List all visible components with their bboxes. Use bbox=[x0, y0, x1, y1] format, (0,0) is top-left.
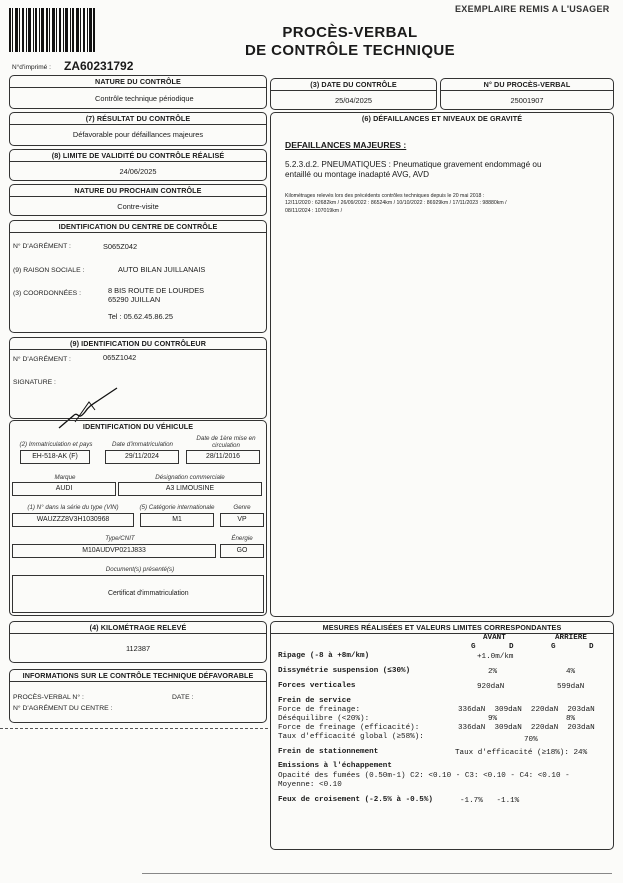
date-immat-field: 29/11/2024 bbox=[105, 450, 179, 464]
type-field: M10AUDVP021J833 bbox=[12, 544, 216, 558]
nature-controle-title: NATURE DU CONTRÔLE bbox=[10, 76, 266, 88]
centre-agrement-value: S065Z042 bbox=[103, 242, 138, 251]
pv-number-title: N° DU PROCÈS-VERBAL bbox=[441, 79, 613, 91]
stationnement-value: Taux d'efficacité (≥18%): 24% bbox=[455, 749, 588, 757]
force-freinage-label: Force de freinage: bbox=[278, 706, 361, 714]
type-caption: Type/CNIT bbox=[105, 535, 135, 542]
marque-caption: Marque bbox=[54, 474, 76, 481]
centre-raison-label: (9) RAISON SOCIALE : bbox=[13, 267, 85, 274]
mesures-title: MESURES RÉALISÉES ET VALEURS LIMITES CORRESPONDANTES bbox=[271, 622, 613, 634]
mesures-g2: G bbox=[551, 643, 556, 651]
kilometrage-title: (4) KILOMÉTRAGE RELEVÉ bbox=[10, 622, 266, 634]
defav-info-title: INFORMATIONS SUR LE CONTRÔLE TECHNIQUE DÉFAVORABLE bbox=[10, 670, 266, 682]
vehicule-title: IDENTIFICATION DU VÉHICULE bbox=[82, 422, 194, 431]
defaillances-title: (6) DÉFAILLANCES ET NIVEAUX DE GRAVITÉ bbox=[361, 114, 523, 123]
defav-pv-label: PROCÈS-VERBAL N° : bbox=[13, 694, 84, 701]
energie-caption: Énergie bbox=[231, 535, 253, 542]
mesures-avant: AVANT bbox=[483, 634, 506, 642]
controleur-title: (9) IDENTIFICATION DU CONTRÔLEUR bbox=[10, 338, 266, 350]
date-immat-caption: Date d'immatriculation bbox=[111, 441, 174, 448]
cut-line bbox=[0, 728, 268, 729]
categorie-field: M1 bbox=[140, 513, 214, 527]
centre-address2: 65290 JUILLAN bbox=[108, 295, 161, 304]
desequilibre-arriere: 8% bbox=[566, 715, 576, 723]
pv-number-value: 25001907 bbox=[510, 96, 544, 105]
stationnement-label: Frein de stationnement bbox=[278, 748, 379, 756]
desequilibre-label: Déséquilibre (<20%): bbox=[278, 715, 370, 723]
barcode bbox=[9, 8, 95, 52]
controleur-agrement-label: N° D'AGRÉMENT : bbox=[13, 356, 71, 363]
centre-raison-value: AUTO BILAN JUILLANAIS bbox=[118, 265, 206, 274]
bottom-line bbox=[142, 873, 612, 874]
feux-values: -1.7% -1.1% bbox=[460, 797, 520, 805]
validite-box bbox=[9, 149, 267, 181]
immat-caption: (2) Immatriculation et pays bbox=[19, 441, 93, 448]
prochain-controle-value: Contre-visite bbox=[117, 202, 159, 211]
resultat-title: (7) RÉSULTAT DU CONTRÔLE bbox=[10, 113, 266, 125]
vehicule-box bbox=[9, 420, 267, 616]
emissions-label: Emissions à l'échappement bbox=[278, 762, 392, 770]
vin-field: WAUZZZ8V3H1030968 bbox=[12, 513, 134, 527]
defav-centre-label: N° D'AGRÉMENT DU CENTRE : bbox=[13, 705, 113, 712]
mesures-d2: D bbox=[589, 643, 594, 651]
resultat-box bbox=[9, 112, 267, 146]
dissymetrie-arriere: 4% bbox=[566, 668, 576, 676]
genre-field: VP bbox=[220, 513, 264, 527]
designation-caption: Désignation commerciale bbox=[155, 474, 225, 481]
defaillance-line1: 5.2.3.d.2. PNEUMATIQUES : Pneumatique gravement endommagé ou bbox=[285, 160, 542, 169]
validite-value: 24/06/2025 bbox=[119, 167, 157, 176]
designation-field: A3 LIMOUSINE bbox=[118, 482, 262, 496]
energie-field: GO bbox=[220, 544, 264, 558]
km-history-title: Kilométrages relevés lors des précédents contrôles techniques depuis le 20 mai 2018 : bbox=[285, 193, 485, 199]
defaillance-line2: entaillé ou montage inadapté AVG, AVD bbox=[285, 170, 429, 179]
barcode-graphic bbox=[9, 8, 95, 52]
desequilibre-avant: 9% bbox=[488, 715, 498, 723]
kilometrage-value: 112387 bbox=[125, 644, 151, 653]
defav-info-box bbox=[9, 669, 267, 723]
centre-address1: 8 BIS ROUTE DE LOURDES bbox=[108, 286, 205, 295]
documents-field: Certificat d'immatriculation bbox=[12, 575, 264, 613]
defaillances-heading: DEFAILLANCES MAJEURES : bbox=[285, 140, 407, 150]
force-efficacite-label: Force de freinage (efficacité): bbox=[278, 724, 420, 732]
taux-global-value: 70% bbox=[524, 736, 538, 744]
controleur-box bbox=[9, 337, 267, 419]
validite-title: (8) LIMITE DE VALIDITÉ DU CONTRÔLE RÉALISÉ bbox=[10, 150, 266, 162]
categorie-caption: (5) Catégorie internationale bbox=[139, 504, 215, 511]
mesures-arriere: ARRIERE bbox=[555, 634, 587, 642]
opacite-line: Opacité des fumées (0.50m-1) C2: <0.10 - C3: <0.10 - C4: <0.10 - bbox=[278, 772, 570, 780]
defaillances-box bbox=[270, 112, 614, 617]
print-number-label: N°d'imprimé : bbox=[12, 64, 51, 71]
forces-label: Forces verticales bbox=[278, 682, 356, 690]
forces-avant: 920daN bbox=[477, 683, 505, 691]
dissymetrie-label: Dissymétrie suspension (≤30%) bbox=[278, 667, 411, 675]
document-title-line1: PROCÈS-VERBAL bbox=[282, 24, 418, 41]
taux-global-label: Taux d'efficacité global (≥58%): bbox=[278, 733, 424, 741]
nature-controle-value: Contrôle technique périodique bbox=[95, 94, 194, 103]
ripage-label: Ripage (-8 à +8m/km) bbox=[278, 652, 370, 660]
first-circ-caption: Date de 1ère mise en circulation bbox=[196, 435, 256, 449]
defav-date-label: DATE : bbox=[172, 694, 194, 701]
prochain-controle-box bbox=[9, 184, 267, 216]
date-controle-box bbox=[270, 78, 437, 110]
moyenne-line: Moyenne: <0.10 bbox=[278, 781, 342, 789]
kilometrage-box bbox=[9, 621, 267, 663]
vin-caption: (1) N° dans la série du type (VIN) bbox=[27, 504, 119, 511]
prochain-controle-title: NATURE DU PROCHAIN CONTRÔLE bbox=[10, 185, 266, 197]
signature-label: SIGNATURE : bbox=[13, 379, 56, 386]
documents-caption: Document(s) présenté(s) bbox=[105, 566, 175, 573]
centre-agrement-label: N° D'AGRÉMENT : bbox=[13, 243, 71, 250]
pv-number-box bbox=[440, 78, 614, 110]
centre-tel: Tel : 05.62.45.86.25 bbox=[108, 312, 173, 321]
date-controle-title: (3) DATE DU CONTRÔLE bbox=[271, 79, 436, 91]
resultat-value: Défavorable pour défaillances majeures bbox=[72, 130, 204, 139]
force-efficacite-values: 336daN 309daN 220daN 203daN bbox=[458, 724, 595, 732]
date-controle-value: 25/04/2025 bbox=[335, 96, 372, 105]
document-title-line2: DE CONTRÔLE TECHNIQUE bbox=[244, 42, 456, 59]
controleur-agrement-value: 065Z1042 bbox=[103, 353, 137, 362]
centre-coord-label: (3) COORDONNÉES : bbox=[13, 290, 81, 297]
dissymetrie-avant: 2% bbox=[488, 668, 498, 676]
immat-field: EH-518-AK (F) bbox=[20, 450, 90, 464]
print-number: ZA60231792 bbox=[64, 59, 134, 73]
copy-label: EXEMPLAIRE REMIS A L'USAGER bbox=[455, 4, 610, 14]
km-history-line2: 08/11/2024 : 107019km / bbox=[285, 208, 343, 214]
marque-field: AUDI bbox=[12, 482, 116, 496]
centre-title: IDENTIFICATION DU CENTRE DE CONTRÔLE bbox=[10, 221, 266, 233]
first-circ-field: 28/11/2016 bbox=[186, 450, 260, 464]
forces-arriere: 599daN bbox=[557, 683, 585, 691]
mesures-d1: D bbox=[509, 643, 514, 651]
frein-service-label: Frein de service bbox=[278, 697, 351, 705]
force-freinage-values: 336daN 309daN 220daN 203daN bbox=[458, 706, 595, 714]
feux-label: Feux de croisement (-2.5% à -0.5%) bbox=[278, 796, 433, 804]
centre-box bbox=[9, 220, 267, 333]
km-history-line1: 12/11/2020 : 62682km / 26/09/2022 : 86524km / 10/10/2022 : 86929km / 17/11/2023 : 98880km / bbox=[285, 200, 507, 206]
nature-controle-box bbox=[9, 75, 267, 109]
genre-caption: Genre bbox=[233, 504, 251, 511]
mesures-g1: G bbox=[471, 643, 476, 651]
ripage-value: +1.0m/km bbox=[477, 653, 514, 661]
